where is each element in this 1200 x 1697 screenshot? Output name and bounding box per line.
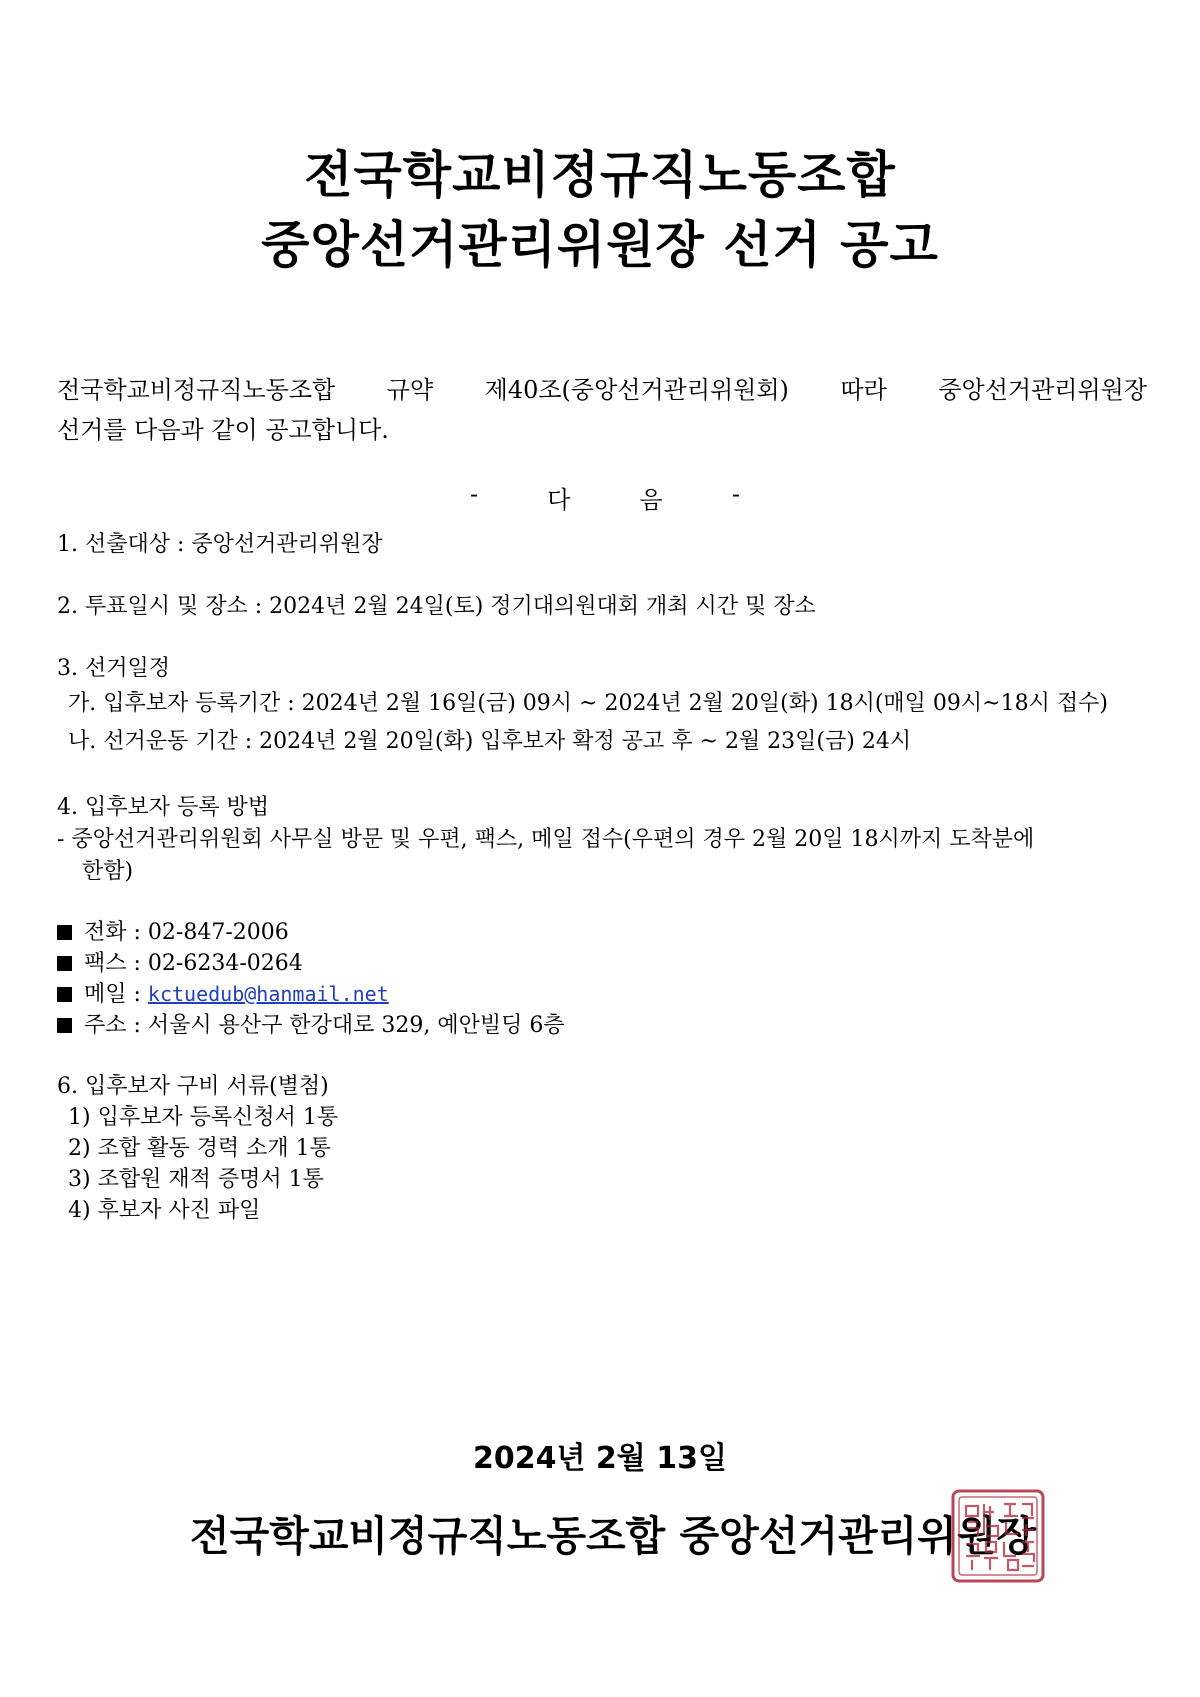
title-line-1: 전국학교비정규직노동조합 — [304, 146, 896, 204]
announcement-date: 2024년 2월 13일 — [473, 1441, 727, 1476]
address-value: 서울시 용산구 한강대로 329, 예안빌딩 6층 — [147, 1013, 565, 1038]
separator-dash-left: - — [470, 480, 479, 508]
address-label: 주소 : — [84, 1013, 148, 1038]
official-seal-icon — [950, 1488, 1046, 1584]
item-3a: 가. 입후보자 등록기간 : 2024년 2월 16일(금) 09시 ~ 2024년 2월 20일(화) 18시(매일 09시~18시 접수) — [68, 691, 1108, 716]
item-4a: - 중앙선거관리위원회 사무실 방문 및 우편, 팩스, 메일 접수(우편의 경우 2월 20일 18시까지 도착분에 — [57, 827, 1035, 852]
fax-value: 02-6234-0264 — [147, 951, 303, 976]
doc-item-4: 4) 후보자 사진 파일 — [68, 1198, 261, 1223]
item-3b: 나. 선거운동 기간 : 2024년 2월 20일(화) 입후보자 확정 공고 후 ~ 2월 23일(금) 24시 — [68, 729, 912, 754]
contact-mail — [57, 977, 389, 1008]
bullet-square-icon — [57, 956, 72, 971]
doc-item-2: 2) 조합 활동 경력 소개 1통 — [68, 1136, 331, 1161]
item-1: 1. 선출대상 : 중앙선거관리위원장 — [57, 532, 383, 557]
mail-label: 메일 : — [84, 982, 148, 1007]
separator — [470, 480, 740, 515]
contact-fax — [57, 946, 303, 977]
phone-label: 전화 : — [84, 920, 148, 945]
item-2: 2. 투표일시 및 장소 : 2024년 2월 24일(토) 정기대의원대회 개최 시간 및 장소 — [57, 594, 816, 619]
bullet-square-icon — [57, 925, 72, 940]
docs-heading: 6. 입후보자 구비 서류(별첨) — [57, 1074, 329, 1099]
intro-line-2: 선거를 다음과 같이 공고합니다. — [57, 416, 389, 444]
item-4b: 한함) — [82, 859, 134, 884]
separator-dash-right: - — [731, 480, 740, 508]
intro-line-1: 전국학교비정규직노동조합 규약 제40조(중앙선거관리위원회) 따라 중앙선거관리위원장 — [57, 376, 1147, 404]
bullet-square-icon — [57, 1018, 72, 1033]
phone-value: 02-847-2006 — [147, 920, 289, 945]
fax-label: 팩스 : — [84, 951, 148, 976]
doc-item-3: 3) 조합원 재적 증명서 1통 — [68, 1167, 324, 1192]
doc-item-1: 1) 입후보자 등록신청서 1통 — [68, 1105, 339, 1130]
issuer-signature: 전국학교비정규직노동조합 중앙선거관리위원장 — [190, 1512, 1036, 1560]
mail-link[interactable]: kctuedub@hanmail.net — [147, 982, 389, 1006]
contact-address — [57, 1008, 565, 1039]
separator-eum: 음 — [639, 486, 663, 514]
title-line-2: 중앙선거관리위원장 선거 공고 — [261, 216, 939, 274]
item-3: 3. 선거일정 — [57, 656, 170, 681]
separator-da: 다 — [547, 486, 571, 514]
bullet-square-icon — [57, 987, 72, 1002]
item-4: 4. 입후보자 등록 방법 — [57, 795, 269, 820]
contact-phone — [57, 915, 289, 946]
